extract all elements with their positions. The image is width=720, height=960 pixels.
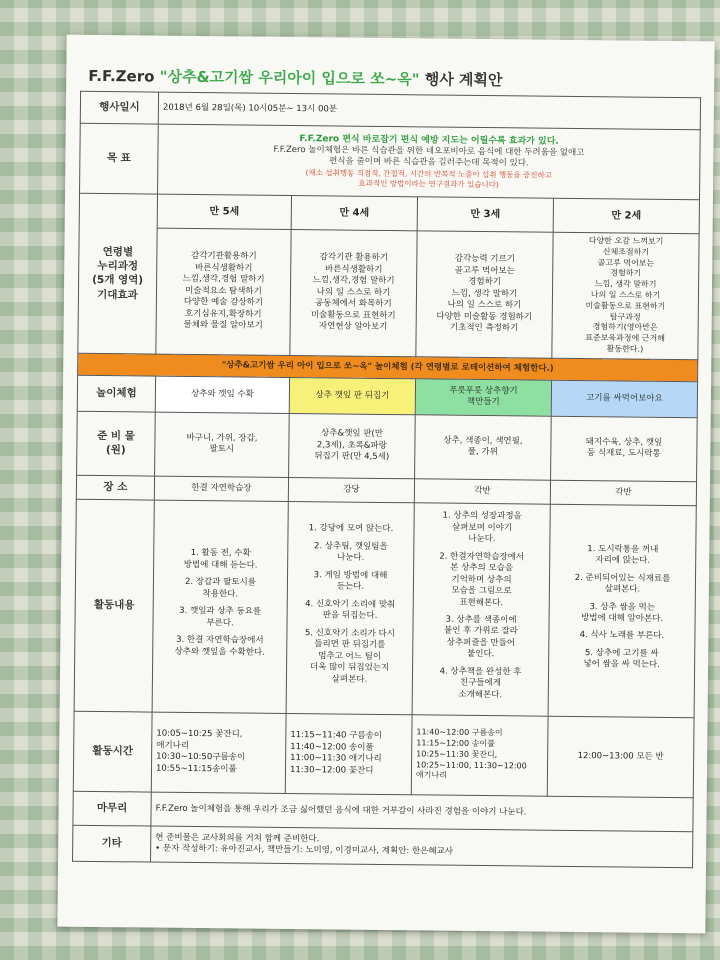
materials-2: 상추&깻잎 판(만 2,3세), 초록&파랑 뒤집기 판(만 4,5세) [289,413,416,478]
content-step: 1. 도시락통을 꺼내 자리에 앉는다. [587,543,659,566]
activity-1: 상추와 깻잎 수확 [155,376,289,413]
content-col-1 [152,500,288,713]
content-step: 3. 깻잎과 상추 등요를 부른다. [179,606,262,629]
content-step: 2. 한결자연학습장에서 본 상추의 모습을 기억하며 상추의 모습을 그림으로 표현해본다. [439,551,525,608]
place-3: 각반 [414,479,550,504]
document-title [88,65,698,92]
content-step: 3. 상추를 색종이에 붙인 후 가위로 잘라 상추퍼즐을 만들어 붙인다. [444,614,518,660]
content-step: 3. 상추 쌈을 먹는 방법에 대해 알아본다. [581,601,664,624]
age-3: 만 3세 [417,197,553,232]
content-step: 5. 상추에 고기를 싸 넣어 쌈을 싸 먹는다. [583,648,660,671]
title-event-name: "상추&고기쌈 우리아이 입으로 쏘~옥" [159,67,420,89]
content-step: 4. 식사 노래를 부른다. [579,630,665,642]
content-step: 3. 게임 방법에 대해 듣는다. [313,570,388,593]
goal-line-3: (채소 섭취행동 직접적, 간접적, 시간의 반복적 노출이 섭취 행동을 증진하고 효과적인 방법이라는 연구결과가 있습니다) [305,168,553,190]
age-4: 만 4세 [291,195,417,230]
content-step: 2. 준비되어있는 식재료를 살펴본다. [574,572,671,595]
wrapup-text: F.F.Zero 놀이체험을 통해 우리가 조금 싫어했던 음식에 대한 거부감이 사라진 경험을 이야기 나눈다. [151,792,693,832]
age-5: 만 5세 [157,194,291,229]
effects-age-2: 다양한 오감 느껴보기 신체조절하기 골고루 먹어보는 경험하기 느낌, 생각 말하기 나의 일 스스로 하기 미술활동으로 표현하기 탐구과정 경험하기(영아반은 표준보육과정에 근거해 활동한다.) [552,232,699,359]
time-row [73,711,694,797]
content-step: 1. 강당에 모여 앉는다. [308,523,394,535]
content-step: 5. 신호악기 소리가 다시 들리면 판 뒤집기를 멈추고 어느 팀이 더욱 많이 뒤집었는지 살펴본다. [304,627,396,685]
effects-age-5: 감각기관활용하기 바른식생활하기 느낌,생각,경험 말하기 미술적요소 탐색하기 다양한 예술 감상하기 호기심유지,확장하기 물체와 물질 알아보기 [156,228,291,355]
goal-row [80,123,701,199]
effects-age-3: 감각능력 기르기 골고루 먹어보는 경험하기 느낌, 생각 말하기 나의 일 스스로 하기 다양한 미술활동 경험하기 기초적인 측정하기 [416,231,553,358]
date-value: 2018년 6월 28일(목) 10시05분~ 13시 00분 [158,92,700,130]
etc-row [73,825,693,867]
content-label: 활동내용 [74,499,154,712]
content-step: 1. 활동 전, 수확 방법에 대해 듣는다. [183,548,258,571]
wrapup-label: 마무리 [73,791,151,826]
content-col-2 [286,501,414,714]
activity-2: 상추 깻잎 판 뒤집기 [289,377,415,414]
content-row [74,499,696,717]
activity-3: 푸릇푸릇 상추향기 책만들기 [415,379,551,416]
materials-1: 바구니, 가위, 장갑, 팔토시 [155,412,290,477]
place-1: 한결 자연학습장 [154,476,288,501]
goal-label: 목 표 [80,123,159,194]
time-4: 12:00~13:00 모든 반 [547,716,694,798]
time-2: 11:15~11:40 구름송이 11:40~12:00 송이풀 11:00~11:30 애기나리 11:30~12:00 꽃잔디 [285,713,412,794]
goal-line-2: F.F.Zero 놀이체험은 바른 식습관을 위한 네오포비아로 음식에 대한 두려움을 없애고 편식을 줄이며 바른 식습관을 길러주는데 목적이 있다. [273,144,585,169]
content-step: 4. 신호악기 소리에 맞춰 판을 뒤집는다. [305,598,396,622]
time-3: 11:40~12:00 구름송이 11:15~12:00 송이풀 10:25~11:30 꽃잔디, 10:25~11:00, 11:30~12:00 애기나리 [411,715,548,796]
materials-4: 돼지수육, 상추, 깻잎 등 식재료, 도시락통 [551,416,698,482]
materials-label: 준 비 물 (원) [77,411,156,476]
activity-4: 고기를 싸먹어보아요 [551,380,697,418]
content-col-3 [412,503,550,716]
content-col-4 [548,504,696,718]
plan-document [57,35,714,934]
plan-table [72,91,701,868]
age-effects-row [78,227,699,359]
etc-line-1: 현 준비물은 교사회의를 거쳐 함께 준비한다. [155,832,320,845]
title-suffix: 행사 계획안 [424,70,503,90]
content-step: 3. 한결 자연학습장에서 상추와 깻잎을 수확한다. [174,635,265,658]
place-label: 장 소 [76,475,154,500]
materials-3: 상추, 색종이, 색연필, 풀, 가위 [415,415,552,480]
materials-row [77,411,698,481]
time-label: 활동시간 [73,711,152,792]
content-step: 1. 상추의 성장과정을 살펴보며 이야기 나눈다. [442,510,522,545]
age-effects-label: 연령별 누리과정 (5개 영역) 기대효과 [78,193,158,354]
etc-label: 기타 [73,825,151,862]
activity-label: 놀이체험 [77,375,155,412]
place-2: 강당 [288,477,414,502]
place-4: 각반 [550,480,696,506]
content-step: 4. 상추책을 완성한 후 친구들에게 소개해본다. [439,666,522,701]
date-label: 행사일시 [80,91,158,124]
goal-line-1: F.F.Zero 편식 바로잡기 편식 예방 지도는 어릴수록 효과가 있다. [299,133,559,147]
goal-content [158,124,701,200]
activity-banner: "상추&고기쌈 우리 아이 입으로 쏘~옥" 놀이체험 (각 연령별로 로테이션하여 체험한다.) [78,353,698,381]
title-brand: F.F.Zero [88,66,155,86]
time-1: 10:05~10:25 꽃잔디, 애기나리 10:30~10:50구름송이 10:55~11:15송이풀 [151,712,286,793]
age-2: 만 2세 [553,198,699,234]
etc-content [151,826,693,868]
content-step: 2. 상추팀, 깻잎팀을 나눈다. [313,541,388,564]
etc-line-2: • 문자 작성하기: 유아진교사, 책만들기: 노미영, 이경미교사, 계획안: 한은혜교사 [155,843,454,857]
effects-age-4: 감각기관 활용하기 바른식생활하기 느낌,생각,경험 말하기 나의 일 스스로 하기 공동체에서 화목하기 미술활동으로 표현하기 자연현상 알아보기 [290,229,417,356]
content-step: 2. 장갑과 팔토시를 착용한다. [184,577,257,600]
